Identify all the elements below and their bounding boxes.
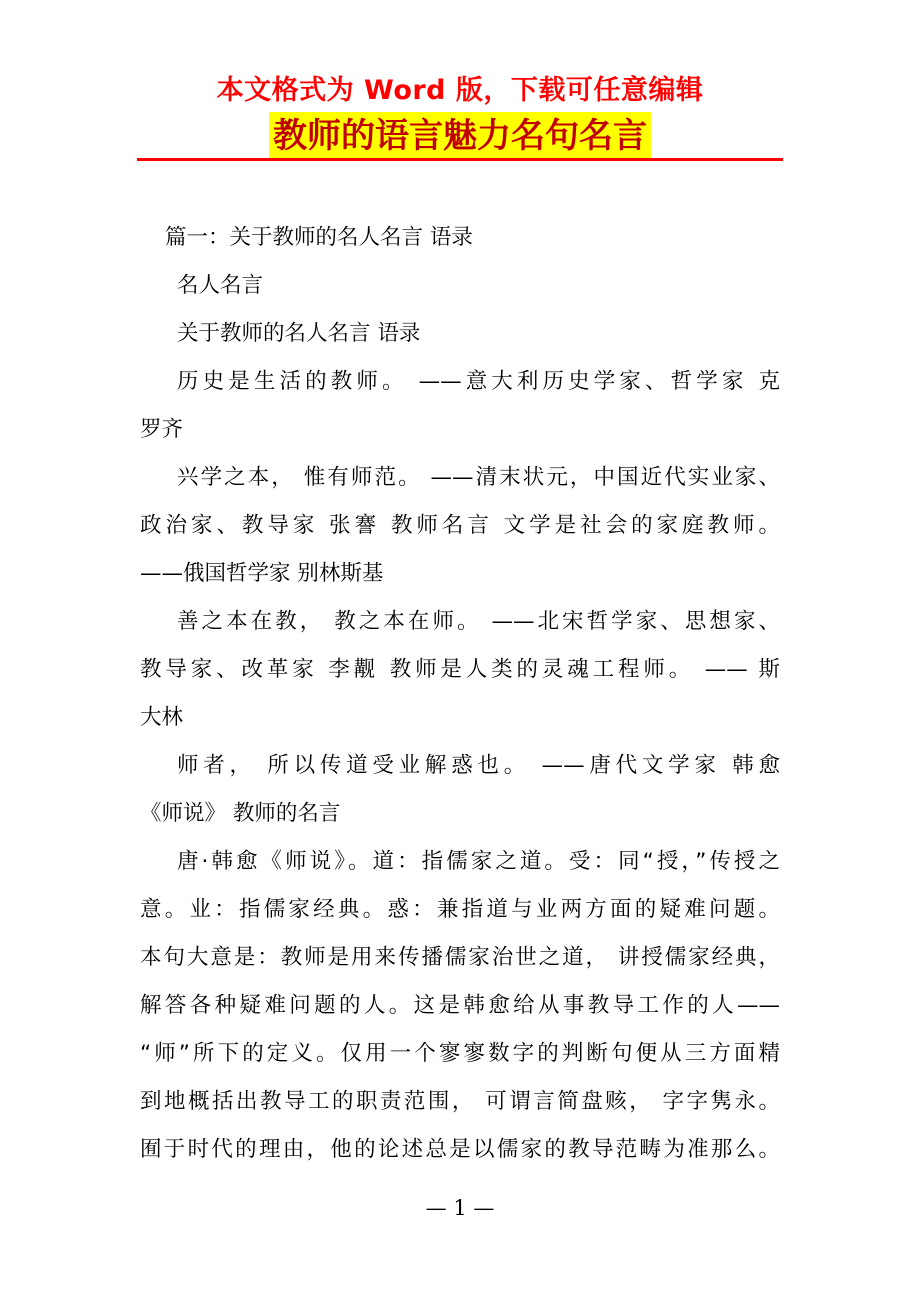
text-line: ——俄国哲学家 别林斯基 [140,561,384,586]
text-line: 解答各种疑难问题的人。这是韩愈给从事教导工作的人—— [140,993,780,1018]
page-number: — 1 — [425,1196,495,1220]
text-line: 师者， 所以传道受业解惑也。 ——唐代文学家 韩愈 [177,753,780,778]
text-line: 意。业：指儒家经典。惑：兼指道与业两方面的疑难问题。 [140,897,780,922]
text-line: 《师说》 教师的名言 [140,801,341,826]
text-line: 篇一：关于教师的名人名言 语录 [165,225,473,250]
text-line: 罗齐 [140,417,184,442]
text-line: 兴学之本， 惟有师范。 ——清末状元，中国近代实业家、 [177,465,780,490]
text-line: 善之本在教， 教之本在师。 ——北宋哲学家、思想家、 [177,609,780,634]
text-line: 历史是生活的教师。 ——意大利历史学家、哲学家 克 [177,369,780,394]
document-title: 教师的语言魅力名句名言 [269,112,651,160]
text-line: “师”所下的定义。仅用一个寥寥数字的判断句便从三方面精 [140,1041,780,1066]
document-body [140,220,780,1180]
text-line: 关于教师的名人名言 语录 [177,321,421,346]
text-line: 本句大意是：教师是用来传播儒家治世之道， 讲授儒家经典， [140,945,780,970]
format-notice-banner: 本文格式为 Word 版，下载可任意编辑 [216,75,704,106]
text-line: 唐·韩愈《师说》。道：指儒家之道。受：同“授，”传授之 [177,849,780,874]
title-divider [137,158,783,161]
text-line: 大林 [140,705,184,730]
text-line: 教导家、改革家 李觏 教师是人类的灵魂工程师。 —— 斯 [140,657,780,682]
text-line: 名人名言 [177,273,264,298]
text-line: 囿于时代的理由，他的论述总是以儒家的教导范畴为准那么。 [140,1137,780,1162]
text-line: 到地概括出教导工的职责范围， 可谓言简盘赅， 字字隽永。 [140,1089,780,1114]
text-line: 政治家、教导家 张謇 教师名言 文学是社会的家庭教师。 [140,513,780,538]
